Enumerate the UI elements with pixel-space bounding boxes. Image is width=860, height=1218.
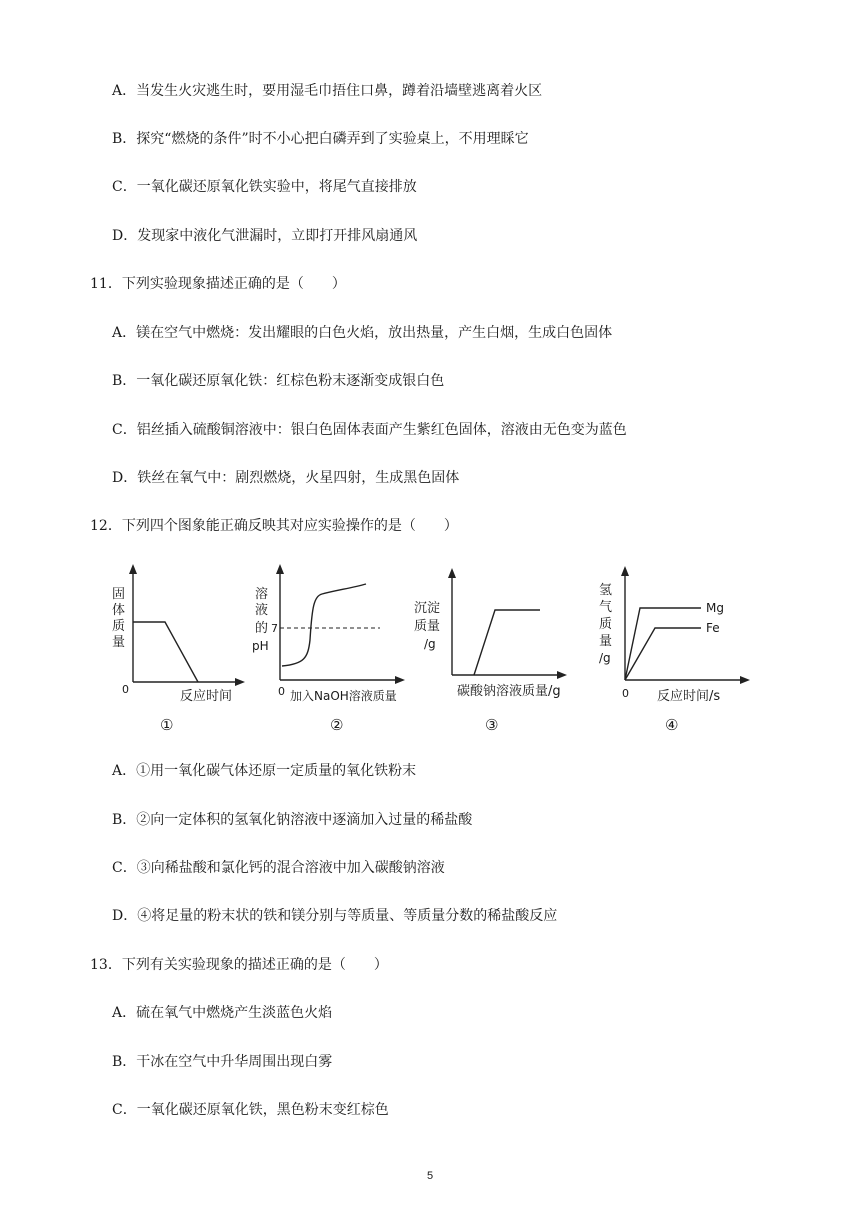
q12-option-d: D．④将足量的粉末状的铁和镁分别与等质量、等质量分数的稀盐酸反应	[112, 908, 558, 924]
fig4-ylabel-4: 量	[599, 634, 613, 649]
fig3-number: ③	[485, 716, 499, 734]
fig1-number: ①	[160, 716, 174, 734]
fig2-ylabel-3: 的	[255, 621, 269, 636]
q13-option-c: C．一氧化碳还原氧化铁，黑色粉末变红棕色	[112, 1102, 389, 1118]
fig1-ylabel-4: 量	[112, 635, 126, 650]
fig3-y-arrow	[448, 568, 456, 578]
fig3-xlabel: 碳酸钠溶液质量/g	[457, 684, 561, 699]
fig2-number: ②	[330, 716, 344, 734]
fig4-mg-line	[625, 608, 701, 680]
fig4-y-arrow	[621, 566, 629, 576]
q13-option-b: B．干冰在空气中升华周围出现白雾	[112, 1054, 333, 1070]
fig1-ylabel-2: 体	[112, 603, 126, 618]
q12-option-c: C．③向稀盐酸和氯化钙的混合溶液中加入碳酸钠溶液	[112, 860, 445, 876]
q13-stem: 13．下列有关实验现象的描述正确的是（ ）	[90, 957, 388, 973]
fig4-ylabel-5: /g	[599, 651, 611, 665]
fig3-ylabel-2: 质量	[414, 619, 441, 634]
fig1-origin: 0	[122, 683, 129, 696]
q10-option-c: C．一氧化碳还原氧化铁实验中，将尾气直接排放	[112, 179, 417, 195]
q10-option-a: A．当发生火灾逃生时，要用湿毛巾捂住口鼻，蹲着沿墙壁逃离着火区	[112, 83, 543, 99]
q10-option-d: D．发现家中液化气泄漏时，立即打开排风扇通风	[112, 228, 418, 244]
q11-option-c: C．铝丝插入硫酸铜溶液中：银白色固体表面产生紫红色固体，溶液由无色变为蓝色	[112, 422, 627, 438]
figure-2	[252, 562, 422, 741]
fig3-ylabel-3: /g	[424, 637, 436, 651]
fig3-curve	[474, 610, 540, 675]
figure-4-graph	[595, 562, 765, 737]
figure-1-graph	[100, 562, 250, 737]
fig1-xlabel: 反应时间	[180, 689, 233, 704]
fig2-origin: 0	[278, 685, 285, 698]
q12-option-b: B．②向一定体积的氢氧化钠溶液中逐滴加入过量的稀盐酸	[112, 812, 473, 828]
figure-1	[100, 562, 250, 741]
fig4-x-arrow	[740, 676, 750, 684]
q11-option-d: D．铁丝在氧气中：剧烈燃烧，火星四射，生成黑色固体	[112, 470, 460, 486]
figure-4	[595, 562, 765, 741]
q12-option-a: A．①用一氧化碳气体还原一定质量的氧化铁粉末	[112, 763, 417, 779]
fig4-number: ④	[665, 716, 679, 734]
fig2-x-arrow	[395, 676, 405, 684]
fig4-xlabel: 反应时间/s	[657, 689, 721, 704]
fig3-ylabel-1: 沉淀	[414, 601, 441, 616]
fig2-ph7-label: 7	[271, 622, 278, 635]
fig2-y-arrow	[276, 564, 284, 574]
fig2-ylabel-4: pH	[252, 639, 269, 653]
fig4-ylabel-2: 气	[599, 600, 613, 615]
q10-option-b: B．探究“燃烧的条件”时不小心把白磷弄到了实验桌上，不用理睬它	[112, 131, 529, 147]
q11-option-b: B．一氧化碳还原氧化铁：红棕色粉末逐渐变成银白色	[112, 373, 445, 389]
fig4-origin: 0	[622, 687, 629, 700]
fig4-fe-line	[625, 628, 701, 680]
figure-3	[412, 562, 587, 741]
fig1-ylabel-1: 固	[112, 587, 126, 602]
fig4-ylabel-1: 氢	[599, 583, 613, 598]
page-number: 5	[426, 1170, 434, 1182]
q13-option-a: A．硫在氧气中燃烧产生淡蓝色火焰	[112, 1005, 333, 1021]
fig1-x-arrow	[235, 678, 245, 686]
figure-2-graph	[252, 562, 422, 737]
fig1-ylabel-3: 质	[112, 619, 126, 634]
q12-figures	[100, 562, 790, 742]
fig1-y-arrow	[129, 564, 137, 574]
fig4-fe-label: Fe	[706, 621, 720, 635]
q11-option-a: A．镁在空气中燃烧：发出耀眼的白色火焰，放出热量，产生白烟，生成白色固体	[112, 325, 613, 341]
fig3-x-arrow	[557, 671, 567, 679]
figure-3-graph	[412, 562, 587, 737]
fig1-curve	[133, 622, 198, 682]
fig2-ylabel-2: 液	[255, 603, 269, 618]
q12-stem: 12．下列四个图象能正确反映其对应实验操作的是（ ）	[90, 518, 458, 534]
fig2-curve	[282, 584, 366, 666]
fig4-ylabel-3: 质	[599, 617, 613, 632]
fig2-xlabel: 加入NaOH溶液质量	[290, 689, 397, 703]
q11-stem: 11．下列实验现象描述正确的是（ ）	[90, 276, 346, 292]
fig4-mg-label: Mg	[706, 601, 724, 615]
fig2-ylabel-1: 溶	[255, 587, 269, 602]
